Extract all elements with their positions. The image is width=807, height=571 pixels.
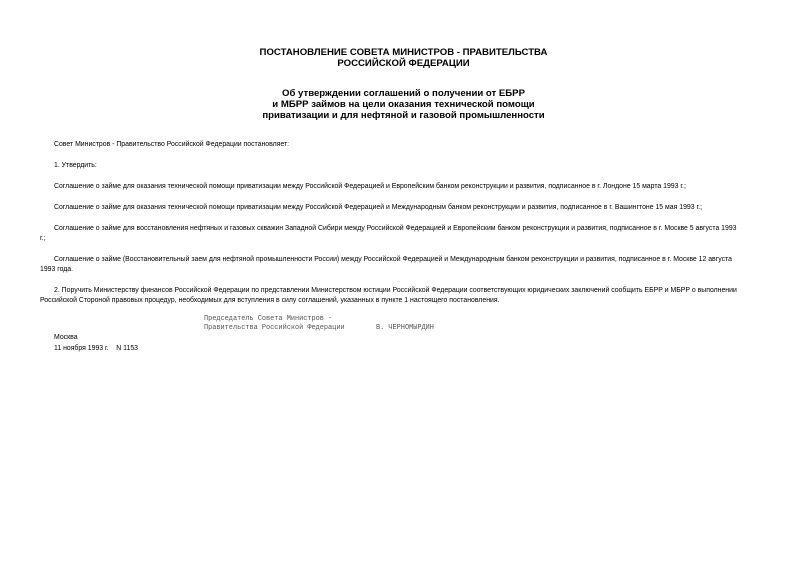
item2-paragraph-line1: 2. Поручить Министерству финансов Российской Федерации по представлении Министерством юстиции Российской Федерации соответствующих юридических заключений сообщить ЕБРР и МБРР о выполнении: [54, 287, 737, 294]
agreement1-paragraph: Соглашение о займе для оказания технической помощи приватизации между Российской Федерацией и Европейским банком реконструкции и развития, подписанное в г. Лондоне 15 марта 1993 г.;: [54, 183, 686, 190]
document-title-line2: РОССИЙСКОЙ ФЕДЕРАЦИИ: [337, 58, 470, 69]
agreement4-paragraph-line1: Соглашение о займе (Восстановительный заем для нефтяной промышленности России) между Российской Федерацией и Международным банком реконструкции и развития, подписанное в г. Москве 12 августа: [54, 256, 732, 263]
signatory-role-line1: Председатель Совета Министров -: [204, 315, 333, 323]
agreement3-paragraph-line2: г.;: [40, 235, 46, 242]
date-and-number: 11 ноября 1993 г. N 1153: [54, 345, 138, 352]
place-of-signing: Москва: [54, 334, 78, 341]
document-subtitle-line3: приватизации и для нефтяной и газовой промышленности: [262, 110, 545, 121]
document-subtitle-line2: и МБРР займов на цели оказания технической помощи: [272, 99, 535, 110]
signatory-role-line2: Правительства Российской Федерации: [204, 324, 345, 332]
agreement3-paragraph-line1: Соглашение о займе для восстановления нефтяных и газовых скважин Западной Сибири между Российской Федерацией и Европейским банком реконструкции и развития, подписанное в г. Москве 5 августа 1993: [54, 225, 737, 232]
item1-paragraph: 1. Утвердить:: [54, 162, 97, 169]
signatory-name: В. ЧЕРНОМЫРДИН: [376, 324, 434, 332]
intro-paragraph: Совет Министров - Правительство Российской Федерации постановляет:: [54, 141, 290, 148]
agreement2-paragraph: Соглашение о займе для оказания технической помощи приватизации между Российской Федерацией и Международным банком реконструкции и развития, подписанное в г. Вашингтоне 15 мая 1993 г.;: [54, 204, 702, 211]
document-title-line1: ПОСТАНОВЛЕНИЕ СОВЕТА МИНИСТРОВ - ПРАВИТЕЛЬСТВА: [259, 47, 548, 58]
document-subtitle-line1: Об утверждении соглашений о получении от ЕБРР: [282, 88, 525, 99]
item2-paragraph-line2: Российской Стороной правовых процедур, необходимых для вступления в силу соглашений, указанных в пункте 1 настоящего постановления.: [40, 297, 500, 304]
agreement4-paragraph-line2: 1993 года.: [40, 266, 74, 273]
